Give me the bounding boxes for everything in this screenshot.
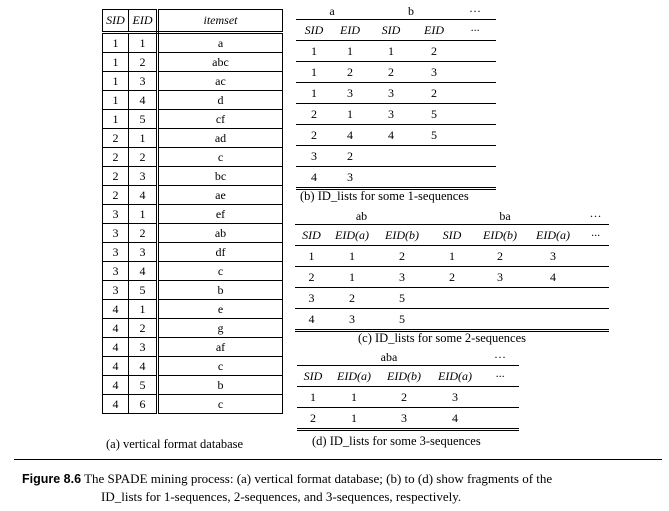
- column-header-eid-a: EID(a): [328, 225, 376, 246]
- table-row: [103, 72, 283, 91]
- table-body: [296, 41, 496, 189]
- table-cell: c: [158, 357, 283, 376]
- table-row: [103, 395, 283, 414]
- table-cell: [582, 246, 609, 267]
- column-header-sid: SID: [295, 225, 328, 246]
- caption-a: (a) vertical format database: [106, 437, 244, 451]
- table-cell: 1: [103, 110, 129, 129]
- table-row: [103, 205, 283, 224]
- table-cell: cf: [158, 110, 283, 129]
- table-cell: [454, 83, 496, 104]
- table-cell: 1: [129, 205, 158, 224]
- group-ellipsis: ···: [494, 349, 506, 364]
- table-cell: bc: [158, 167, 283, 186]
- table-cell: 3: [129, 167, 158, 186]
- table-cell: [454, 62, 496, 83]
- column-header-sid: SID: [297, 366, 329, 387]
- table-cell: g: [158, 319, 283, 338]
- table-cell: 1: [103, 91, 129, 110]
- table-cell: [524, 309, 582, 331]
- table-cell: 3: [129, 243, 158, 262]
- table-cell: 4: [429, 408, 481, 430]
- table-cell: ae: [158, 186, 283, 205]
- table-row: [295, 267, 609, 288]
- column-header-eid-a: EID(a): [524, 225, 582, 246]
- table-cell: e: [158, 300, 283, 319]
- column-header-eid: EID: [414, 20, 454, 41]
- table-cell: 1: [368, 41, 414, 62]
- table-cell: 3: [103, 262, 129, 281]
- table-cell: 3: [429, 387, 481, 408]
- table-cell: 1: [329, 387, 379, 408]
- table-cell: c: [158, 148, 283, 167]
- table-cell: 1: [332, 41, 368, 62]
- table-row: [296, 41, 496, 62]
- group-header-row: [295, 208, 609, 225]
- table-cell: [368, 167, 414, 189]
- table-cell: 1: [428, 246, 476, 267]
- table-cell: 4: [103, 357, 129, 376]
- table-cell: ef: [158, 205, 283, 224]
- table-cell: 2: [476, 246, 524, 267]
- table-cell: [476, 309, 524, 331]
- table-cell: 2: [428, 267, 476, 288]
- table-row: [296, 146, 496, 167]
- table-cell: 1: [129, 129, 158, 148]
- table-cell: 3: [296, 146, 332, 167]
- table-cell: 5: [129, 281, 158, 300]
- table-header-row: [295, 225, 609, 246]
- table-cell: 2: [129, 224, 158, 243]
- idlist-3-sequences-table: [297, 349, 519, 431]
- group-label-b: b: [408, 3, 414, 18]
- table-cell: 2: [368, 62, 414, 83]
- table-cell: 3: [524, 246, 582, 267]
- table-cell: 4: [332, 125, 368, 146]
- table-cell: 5: [129, 376, 158, 395]
- column-header-eid-b: EID(b): [476, 225, 524, 246]
- table-row: [103, 376, 283, 395]
- table-cell: 1: [328, 267, 376, 288]
- group-ellipsis: ···: [589, 208, 602, 223]
- column-header-ellipsis: ···: [582, 225, 609, 246]
- table-cell: 1: [103, 72, 129, 91]
- table-header-row: [296, 20, 496, 41]
- table-row: [103, 300, 283, 319]
- table-cell: 2: [129, 53, 158, 72]
- table-row: [103, 167, 283, 186]
- table-row: [297, 387, 519, 408]
- table-cell: 4: [103, 338, 129, 357]
- table-row: [103, 357, 283, 376]
- table-cell: 3: [368, 104, 414, 125]
- column-header-sid: SID: [296, 20, 332, 41]
- table-cell: 2: [332, 62, 368, 83]
- table-body: [103, 33, 283, 414]
- table-row: [103, 33, 283, 53]
- table-cell: 3: [103, 243, 129, 262]
- table-row: [296, 83, 496, 104]
- figure-caption: [22, 470, 662, 505]
- table-cell: c: [158, 395, 283, 414]
- column-header-eid-a: EID(a): [429, 366, 481, 387]
- table-cell: [428, 309, 476, 331]
- table-cell: 1: [297, 387, 329, 408]
- vertical-format-table: [102, 9, 283, 414]
- table-cell: 3: [103, 281, 129, 300]
- table-cell: 4: [295, 309, 328, 331]
- table-row: [103, 129, 283, 148]
- group-label-ba: ba: [499, 208, 511, 223]
- table-cell: ab: [158, 224, 283, 243]
- column-header-ellipsis: ···: [481, 366, 519, 387]
- table-row: [103, 110, 283, 129]
- table-row: [103, 186, 283, 205]
- table-cell: 2: [296, 104, 332, 125]
- table-row: [295, 246, 609, 267]
- table-row: [296, 104, 496, 125]
- table-cell: 1: [296, 83, 332, 104]
- table-cell: [481, 408, 519, 430]
- table-cell: 3: [129, 72, 158, 91]
- table-cell: [476, 288, 524, 309]
- table-cell: 3: [332, 83, 368, 104]
- group-label-a: a: [329, 3, 335, 18]
- table-cell: 5: [414, 104, 454, 125]
- table-cell: 2: [414, 83, 454, 104]
- table-cell: 5: [376, 288, 428, 309]
- table-cell: 4: [103, 376, 129, 395]
- table-cell: 5: [129, 110, 158, 129]
- table-cell: 2: [129, 148, 158, 167]
- table-cell: [454, 146, 496, 167]
- group-label-aba: aba: [380, 349, 398, 364]
- table-cell: 5: [414, 125, 454, 146]
- table-cell: ac: [158, 72, 283, 91]
- table-cell: [454, 41, 496, 62]
- figure-caption-line-2: ID_lists for 1-sequences, 2-sequences, and 3-sequences, respectively.: [101, 489, 462, 504]
- table-cell: 2: [332, 146, 368, 167]
- column-header-ellipsis: ···: [454, 20, 496, 41]
- table-cell: [454, 167, 496, 189]
- table-cell: [524, 288, 582, 309]
- table-cell: 5: [376, 309, 428, 331]
- column-header-sid: SID: [368, 20, 414, 41]
- column-header-eid: EID: [332, 20, 368, 41]
- table-cell: [481, 387, 519, 408]
- table-cell: 4: [103, 319, 129, 338]
- table-cell: [582, 288, 609, 309]
- table-row: [295, 309, 609, 331]
- table-row: [296, 167, 496, 189]
- table-cell: 3: [103, 205, 129, 224]
- table-cell: 4: [368, 125, 414, 146]
- table-row: [296, 125, 496, 146]
- table-cell: 4: [129, 357, 158, 376]
- table-cell: 2: [379, 387, 429, 408]
- table-row: [103, 224, 283, 243]
- table-cell: 3: [476, 267, 524, 288]
- table-row: [103, 91, 283, 110]
- table-cell: d: [158, 91, 283, 110]
- table-cell: 2: [103, 148, 129, 167]
- column-header-eid: EID: [129, 10, 158, 33]
- table-body: [297, 387, 519, 430]
- table-body: [295, 246, 609, 331]
- table-cell: 1: [295, 246, 328, 267]
- table-cell: 3: [295, 288, 328, 309]
- table-cell: [582, 309, 609, 331]
- table-cell: ad: [158, 129, 283, 148]
- column-header-sid: SID: [103, 10, 129, 33]
- table-cell: 1: [296, 41, 332, 62]
- group-ellipsis: ···: [469, 3, 481, 18]
- caption-c: (c) ID_lists for some 2-sequences: [358, 331, 527, 345]
- table-cell: 2: [103, 186, 129, 205]
- table-cell: c: [158, 262, 283, 281]
- table-cell: 2: [414, 41, 454, 62]
- table-cell: 2: [328, 288, 376, 309]
- table-row: [103, 262, 283, 281]
- table-header-row: [297, 366, 519, 387]
- table-cell: b: [158, 281, 283, 300]
- table-cell: df: [158, 243, 283, 262]
- table-cell: 1: [332, 104, 368, 125]
- table-cell: 1: [103, 33, 129, 53]
- table-row: [103, 53, 283, 72]
- column-header-eid-b: EID(b): [376, 225, 428, 246]
- table-cell: 1: [328, 246, 376, 267]
- column-header-itemset: itemset: [158, 10, 283, 33]
- table-cell: 4: [103, 395, 129, 414]
- table-cell: 3: [368, 83, 414, 104]
- table-cell: 1: [129, 300, 158, 319]
- caption-rule: [14, 459, 662, 460]
- group-header-row: [296, 3, 496, 20]
- table-cell: 4: [296, 167, 332, 189]
- table-row: [103, 319, 283, 338]
- table-cell: 2: [376, 246, 428, 267]
- table-cell: 4: [129, 186, 158, 205]
- table-row: [103, 338, 283, 357]
- table-cell: 2: [297, 408, 329, 430]
- table-cell: 6: [129, 395, 158, 414]
- table-cell: [368, 146, 414, 167]
- table-cell: 1: [329, 408, 379, 430]
- table-cell: a: [158, 33, 283, 53]
- table-cell: 3: [332, 167, 368, 189]
- table-cell: af: [158, 338, 283, 357]
- table-cell: 2: [103, 167, 129, 186]
- table-cell: 4: [524, 267, 582, 288]
- table-row: [295, 288, 609, 309]
- table-cell: [454, 125, 496, 146]
- table-cell: [454, 104, 496, 125]
- table-row: [103, 243, 283, 262]
- caption-b: (b) ID_lists for some 1-sequences: [300, 189, 469, 203]
- column-header-eid-a: EID(a): [329, 366, 379, 387]
- table-cell: [428, 288, 476, 309]
- table-cell: b: [158, 376, 283, 395]
- table-cell: abc: [158, 53, 283, 72]
- table-cell: 3: [328, 309, 376, 331]
- group-label-ab: ab: [355, 208, 368, 223]
- idlist-2-sequences-table: [295, 208, 609, 332]
- idlist-1-sequences-table: [296, 3, 496, 190]
- table-row: [297, 408, 519, 430]
- table-cell: [414, 167, 454, 189]
- group-header-row: [297, 349, 519, 366]
- table-row: [103, 148, 283, 167]
- caption-d: (d) ID_lists for some 3-sequences: [312, 434, 481, 448]
- table-cell: 4: [129, 91, 158, 110]
- table-row: [296, 62, 496, 83]
- table-cell: 2: [296, 125, 332, 146]
- figure-label: Figure 8.6: [22, 472, 82, 486]
- table-cell: 4: [103, 300, 129, 319]
- table-cell: [414, 146, 454, 167]
- table-cell: 3: [376, 267, 428, 288]
- table-cell: 2: [129, 319, 158, 338]
- table-cell: 3: [129, 338, 158, 357]
- table-cell: 4: [129, 262, 158, 281]
- table-cell: 1: [103, 53, 129, 72]
- table-cell: 3: [414, 62, 454, 83]
- table-cell: 2: [103, 129, 129, 148]
- table-row: [103, 281, 283, 300]
- table-cell: 2: [295, 267, 328, 288]
- table-header-row: [103, 10, 283, 33]
- column-header-sid: SID: [428, 225, 476, 246]
- column-header-eid-b: EID(b): [379, 366, 429, 387]
- table-cell: 3: [103, 224, 129, 243]
- table-cell: 1: [129, 33, 158, 53]
- table-cell: [582, 267, 609, 288]
- table-cell: 3: [379, 408, 429, 430]
- figure-caption-line-1: The SPADE mining process: (a) vertical format database; (b) to (d) show fragments of the: [84, 471, 553, 486]
- table-cell: 1: [296, 62, 332, 83]
